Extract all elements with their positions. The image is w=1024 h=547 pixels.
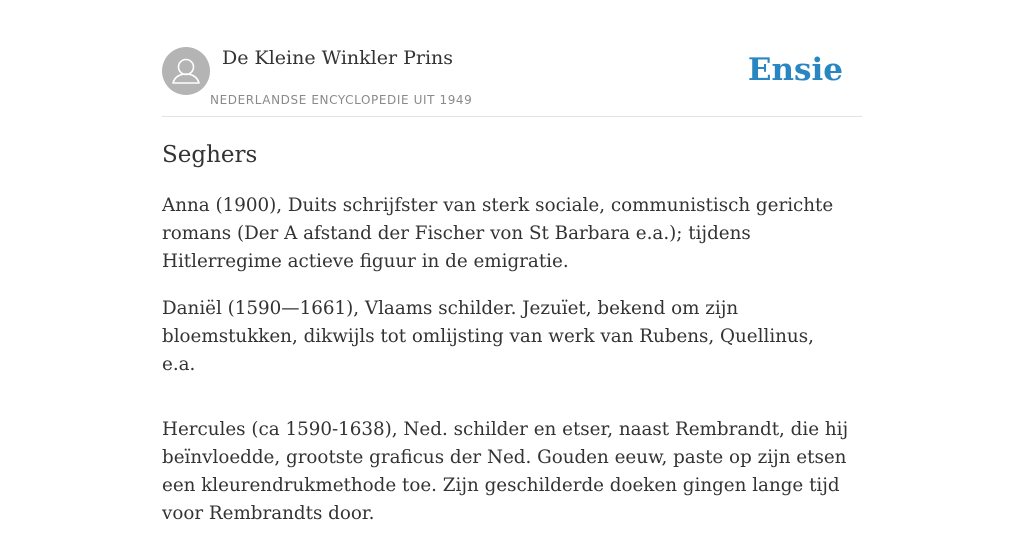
brand-logo[interactable]: Ensie (747, 52, 843, 88)
article-title: Seghers (162, 142, 258, 168)
user-avatar-icon (162, 47, 210, 95)
article-paragraph: Anna (1900), Duits schrijfster van sterk sociale, communistisch gerichte romans (Der A afstand der Fischer von St Barbara e.a.); tijdens Hitlerregime actieve figuur in de emigratie. (162, 195, 834, 272)
article-body (162, 192, 852, 547)
article-paragraph: Daniël (1590—1661), Vlaams schilder. Jezuïet, bekend om zijn bloemstukken, dikwijls tot omlijsting van werk van Rubens, Quellinus, e.a. (162, 298, 814, 375)
source-header (162, 46, 862, 117)
source-subtitle: NEDERLANDSE ENCYCLOPEDIE UIT 1949 (210, 93, 473, 107)
source-name[interactable]: De Kleine Winkler Prins (222, 47, 454, 69)
article-paragraph: Hercules (ca 1590-1638), Ned. schilder en etser, naast Rembrandt, die hij beïnvloedde, grootste graficus der Ned. Gouden eeuw, paste op zijn etsen een kleurendrukmethode toe. Zijn geschilderde doeken gingen lange tijd voor Rembrandts door. (162, 419, 849, 524)
